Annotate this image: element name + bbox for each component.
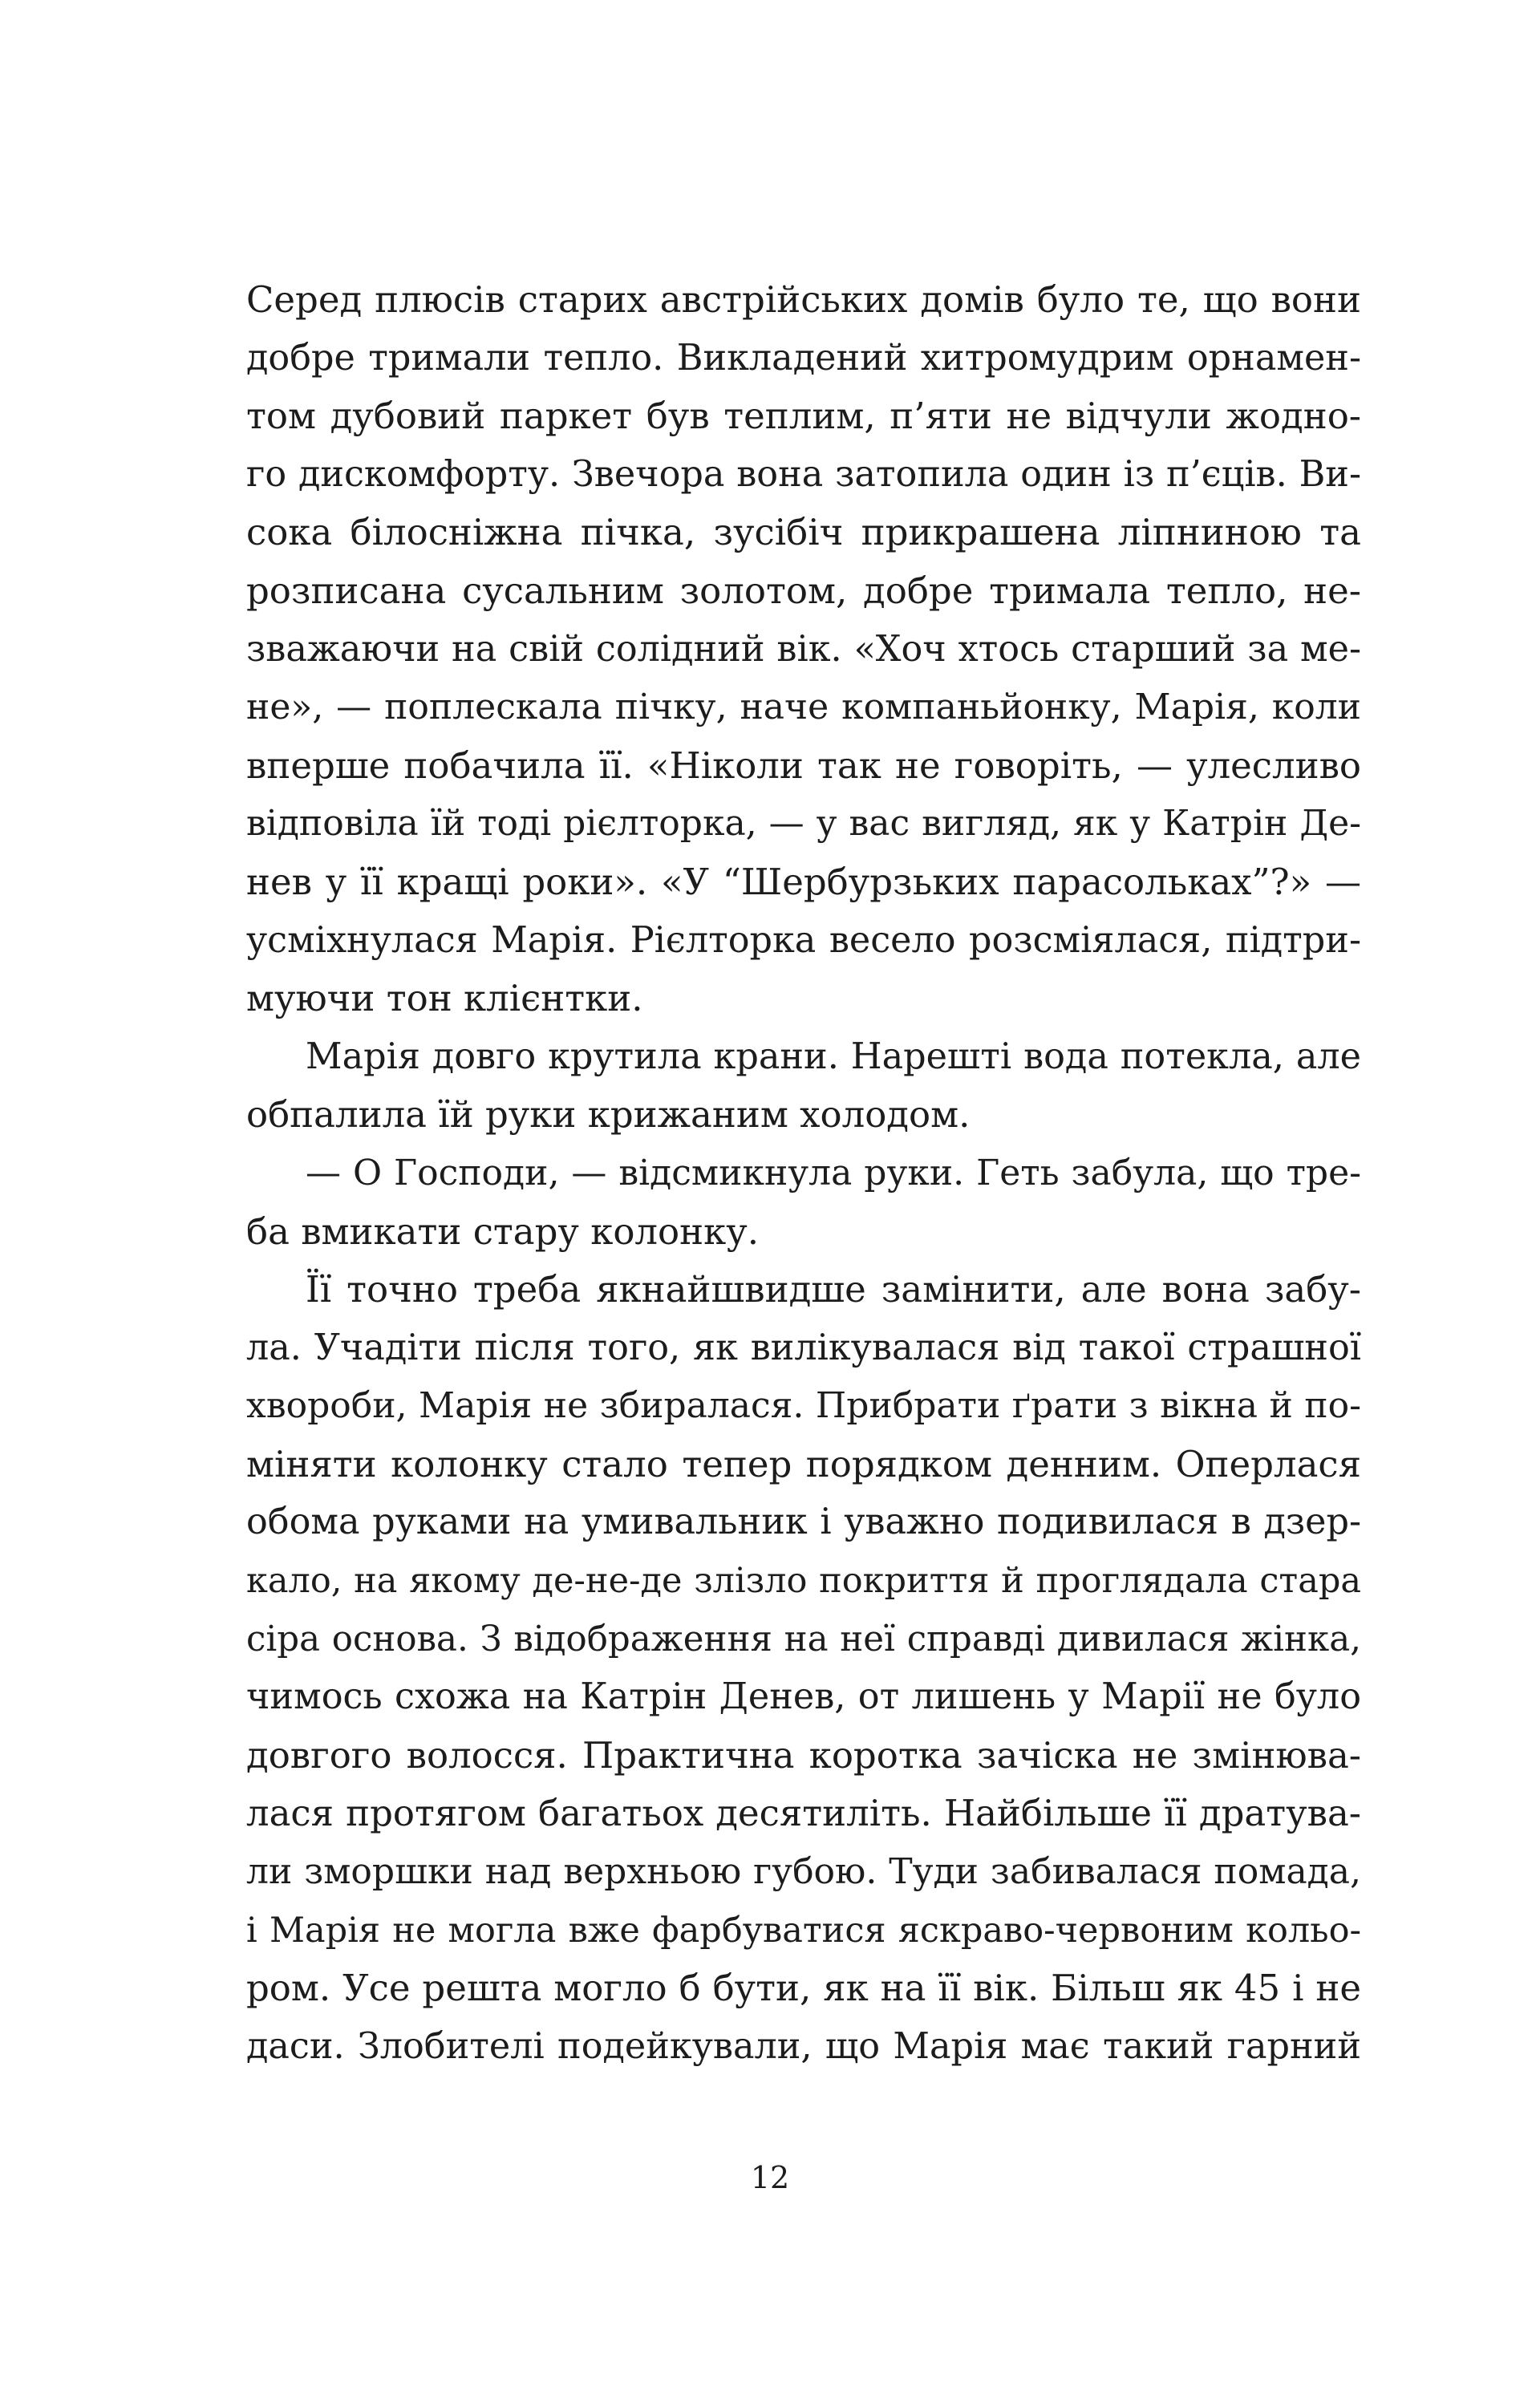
text-line: добре тримали тепло. Викладений хитромудрим орнамен-: [246, 337, 1361, 379]
text-line: обпалила їй руки крижаним холодом.: [246, 1093, 971, 1137]
text-line: лася протягом багатьох десятиліть. Найбільше її дратува-: [246, 1792, 1361, 1835]
text-line: обома руками на умивальник і уважно подивилася в дзер-: [246, 1501, 1361, 1543]
text-line: ром. Усе решта могло б бути, як на її вік. Більш як 45 і не: [246, 1967, 1361, 2010]
text-line: Марія довго крутила крани. Нарешті вода потекла, але: [306, 1035, 1361, 1077]
text-line: — О Господи, — відсмикнула руки. Геть забула, що тре-: [306, 1152, 1361, 1193]
text-line: чимось схожа на Катрін Денев, от лишень у Марії не було: [246, 1676, 1361, 1718]
text-line: і Марія не могла вже фарбуватися яскраво-червоним кольо-: [246, 1910, 1361, 1951]
text-line: не», — поплескала пічку, наче компаньйонку, Марія, коли: [246, 687, 1361, 728]
text-line: ба вмикати стару колонку.: [246, 1210, 760, 1253]
text-line: кало, на якому де-не-де злізло покриття й проглядала стара: [246, 1561, 1361, 1602]
body-text: [246, 271, 1361, 2076]
text-line: міняти колонку стало тепер порядком денним. Оперлася: [246, 1442, 1361, 1485]
text-line: Її точно треба якнайшвидше замінити, але вона забу-: [306, 1268, 1361, 1311]
text-line: нев у її кращі роки». «У “Шербурзьких парасольках”?» —: [246, 860, 1361, 903]
text-line: зважаючи на свій солідний вік. «Хоч хтось старший за ме-: [246, 628, 1361, 670]
text-line: Серед плюсів старих австрійських домів було те, що вони: [246, 278, 1361, 321]
text-line: довгого волосся. Практична коротка зачіска не змінюва-: [246, 1733, 1361, 1777]
text-line: вперше побачила її. «Ніколи так не говоріть, — улесливо: [246, 744, 1361, 787]
text-line: ла. Учадіти після того, як вилікувалася від такої страшної: [246, 1327, 1361, 1368]
text-line: сока білосніжна пічка, зусібіч прикрашена ліпниною та: [246, 511, 1361, 554]
text-line: відповіла їй тоді рієлторка, — у вас вигляд, як у Катрін Де-: [246, 803, 1361, 845]
text-line: даси. Злобителі подейкували, що Марія має такий гарний: [246, 2025, 1361, 2067]
text-line: го дискомфорту. Звечора вона затопила один із п’єців. Ви-: [246, 453, 1361, 495]
text-line: муючи тон клієнтки.: [246, 977, 643, 1020]
text-line: розписана сусальним золотом, добре тримала тепло, не-: [246, 569, 1361, 612]
text-line: хвороби, Марія не збиралася. Прибрати ґрати з вікна й по-: [246, 1385, 1361, 1427]
text-line: усміхнулася Марія. Рієлторка весело розсміялася, підтри-: [246, 919, 1361, 961]
text-line: том дубовий паркет був теплим, п’яти не відчули жодно-: [246, 395, 1361, 438]
text-line: ли зморшки над верхньою губою. Туди забивалася помада,: [246, 1851, 1361, 1893]
page-number: 12: [750, 2160, 790, 2195]
text-line: сіра основа. З відображення на неї справді дивилася жінка,: [246, 1619, 1361, 1659]
